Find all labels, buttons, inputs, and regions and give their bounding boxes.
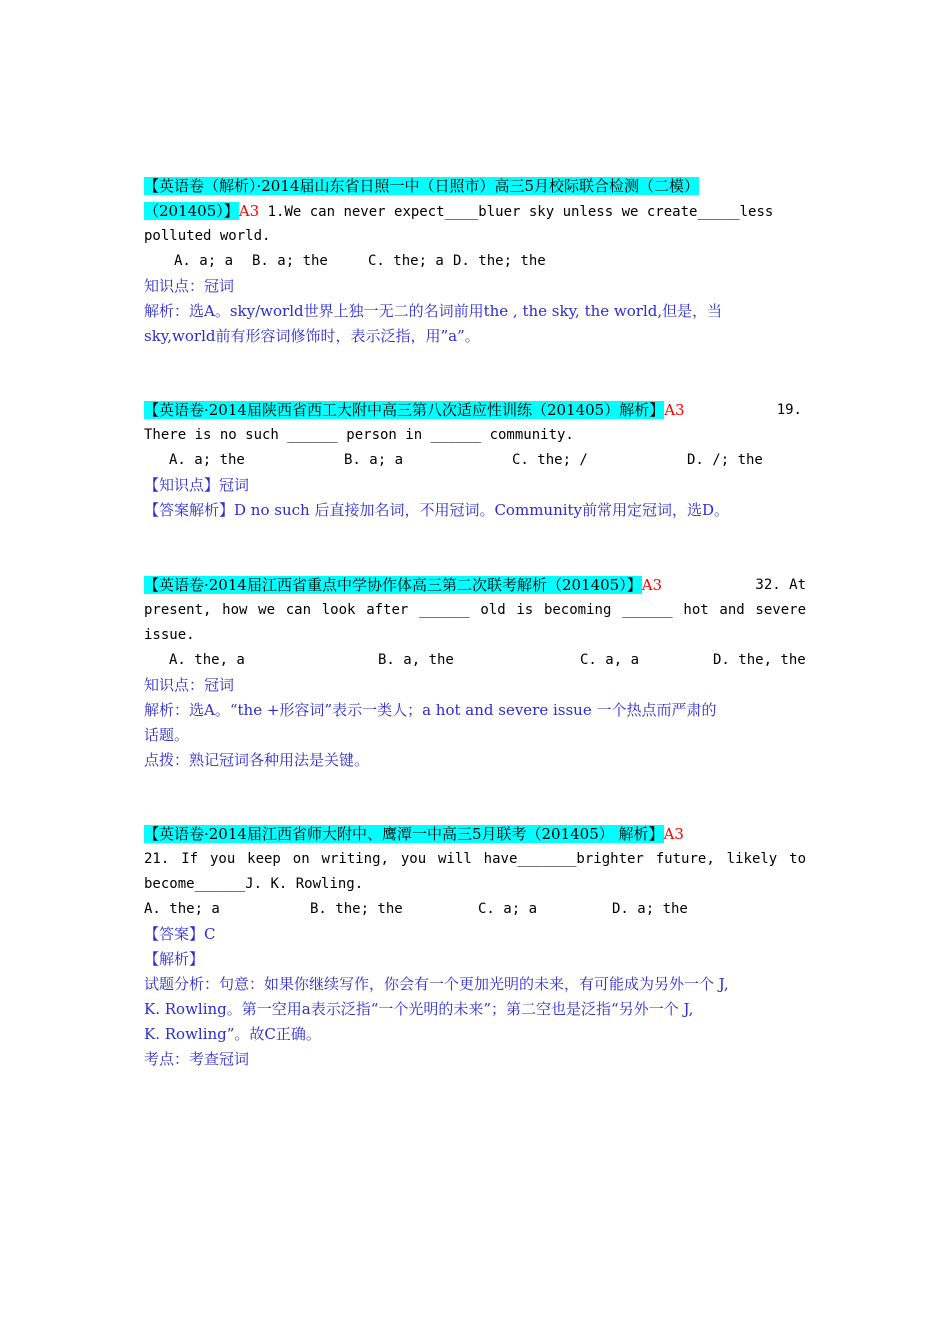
q2-kp-value: 冠词 bbox=[219, 476, 250, 494]
q2-option-d: D. /; the bbox=[687, 452, 763, 468]
q4-stem-post: brighter future, likely to bbox=[576, 851, 807, 867]
q3-options bbox=[144, 648, 806, 673]
question-4 bbox=[144, 822, 806, 1072]
q2-source-line bbox=[144, 398, 806, 423]
q4-stem bbox=[144, 847, 806, 872]
q4-analysis: 试题分析：句意：如果你继续写作，你会有一个更加光明的未来，有可能成为另外一个 J, bbox=[144, 975, 729, 993]
q2-code: A3 bbox=[664, 401, 685, 419]
q3-option-d: D. the, the bbox=[713, 652, 806, 668]
q3-option-c: C. a, a bbox=[580, 652, 640, 668]
q4-stem-cont-pre: become bbox=[144, 876, 195, 892]
q3-analysis: 解析：选A。“the +形容词”表示一类人；a hot and severe issue 一个热点而严肃的 bbox=[144, 701, 717, 719]
q3-knowledge-point: 知识点：冠词 bbox=[144, 676, 235, 694]
q3-option-a: A. the, a bbox=[169, 652, 245, 668]
q2-source: 【英语卷·2014届陕西省西工大附中高三第八次适应性训练（201405）解析】 bbox=[144, 401, 665, 419]
q1-code: A3 bbox=[238, 202, 260, 220]
q3-code: A3 bbox=[641, 576, 663, 594]
q4-stem-blank-2: ______ bbox=[194, 876, 246, 892]
question-1 bbox=[144, 174, 806, 349]
q1-source-cont: （201405）】 bbox=[144, 202, 239, 220]
q4-analysis-end: K. Rowling”。故C正确。 bbox=[144, 1025, 321, 1043]
q1-option-b: B. a; the bbox=[252, 253, 328, 269]
q1-knowledge-point: 知识点：冠词 bbox=[144, 277, 235, 295]
q4-answer-value: C bbox=[204, 925, 216, 943]
q4-code: A3 bbox=[663, 825, 684, 843]
q2-answer-value: D no such 后直接加名词，不用冠词。Community前常用定冠词，选D。 bbox=[234, 501, 730, 519]
q4-option-d: D. a; the bbox=[612, 901, 688, 917]
q4-stem-pre: 21. If you keep on writing, you will have bbox=[144, 851, 518, 867]
q4-source: 【英语卷·2014届江西省师大附中、鹰潭一中高三5月联考（201405） 解析】 bbox=[144, 825, 664, 843]
q4-knowledge-point: 考点：考查冠词 bbox=[144, 1050, 250, 1068]
q2-knowledge-point bbox=[144, 473, 806, 498]
q4-option-c: C. a; a bbox=[478, 901, 538, 917]
q4-option-a: A. the; a bbox=[144, 901, 220, 917]
q3-source-line bbox=[144, 573, 806, 598]
q2-answer bbox=[144, 498, 806, 523]
q1-options bbox=[144, 249, 806, 274]
q3-analysis-cont: 话题。 bbox=[144, 726, 190, 744]
q3-stem: 32. At bbox=[755, 577, 806, 593]
q2-stem: There is no such ______ person in ______ community. bbox=[144, 427, 574, 443]
q3-source: 【英语卷·2014届江西省重点中学协作体高三第二次联考解析（201405）】 bbox=[144, 576, 642, 594]
q1-option-d: D. the; the bbox=[453, 253, 546, 269]
q2-kp-label: 【知识点】 bbox=[144, 476, 220, 494]
q3-stem-end: issue. bbox=[144, 627, 195, 643]
q3-option-b: B. a, the bbox=[378, 652, 454, 668]
q1-option-a: A. a; a bbox=[174, 253, 234, 269]
q1-stem-cont: polluted world. bbox=[144, 228, 271, 244]
q3-tip: 点拨：熟记冠词各种用法是关键。 bbox=[144, 751, 370, 769]
q1-source: 【英语卷（解析）·2014届山东省日照一中（日照市）高三5月校际联合检测（二模） bbox=[144, 177, 699, 195]
question-2 bbox=[144, 398, 806, 523]
q1-analysis: 解析：选A。sky/world世界上独一无二的名词前用the , the sky, the world,但是，当 bbox=[144, 302, 723, 320]
q2-options bbox=[144, 448, 806, 473]
question-3 bbox=[144, 573, 806, 773]
q4-source-line bbox=[144, 822, 806, 847]
q1-source-line-1 bbox=[144, 174, 806, 199]
q1-option-c: C. the; a bbox=[368, 253, 444, 269]
q1-source-line-2 bbox=[144, 199, 806, 224]
q4-analysis-cont: K. Rowling。第一空用a表示泛指“一个光明的未来”；第二空也是泛指“另外一个 J, bbox=[144, 1000, 694, 1018]
q4-answer bbox=[144, 922, 806, 947]
q4-stem-blank-1: _______ bbox=[517, 851, 577, 867]
q2-number: 19. bbox=[776, 402, 802, 418]
q4-answer-label: 【答案】 bbox=[144, 925, 205, 943]
q2-answer-label: 【答案解析】 bbox=[144, 501, 235, 519]
q2-option-c: C. the; / bbox=[512, 452, 588, 468]
q1-analysis-cont: sky,world前有形容词修饰时，表示泛指，用”a”。 bbox=[144, 327, 480, 345]
q1-stem: 1.We can never expect____bluer sky unless we create_____less bbox=[259, 204, 774, 220]
q2-option-b: B. a; a bbox=[344, 452, 404, 468]
q4-options bbox=[144, 897, 806, 922]
q2-option-a: A. a; the bbox=[169, 452, 245, 468]
q4-stem-cont bbox=[144, 872, 806, 897]
q4-option-b: B. the; the bbox=[310, 901, 403, 917]
q4-analysis-label: 【解析】 bbox=[144, 950, 205, 968]
q4-stem-cont-post: J. K. Rowling. bbox=[245, 876, 364, 892]
q3-stem-cont: present, how we can look after ______ old is becoming ______ hot and severe bbox=[144, 602, 806, 618]
